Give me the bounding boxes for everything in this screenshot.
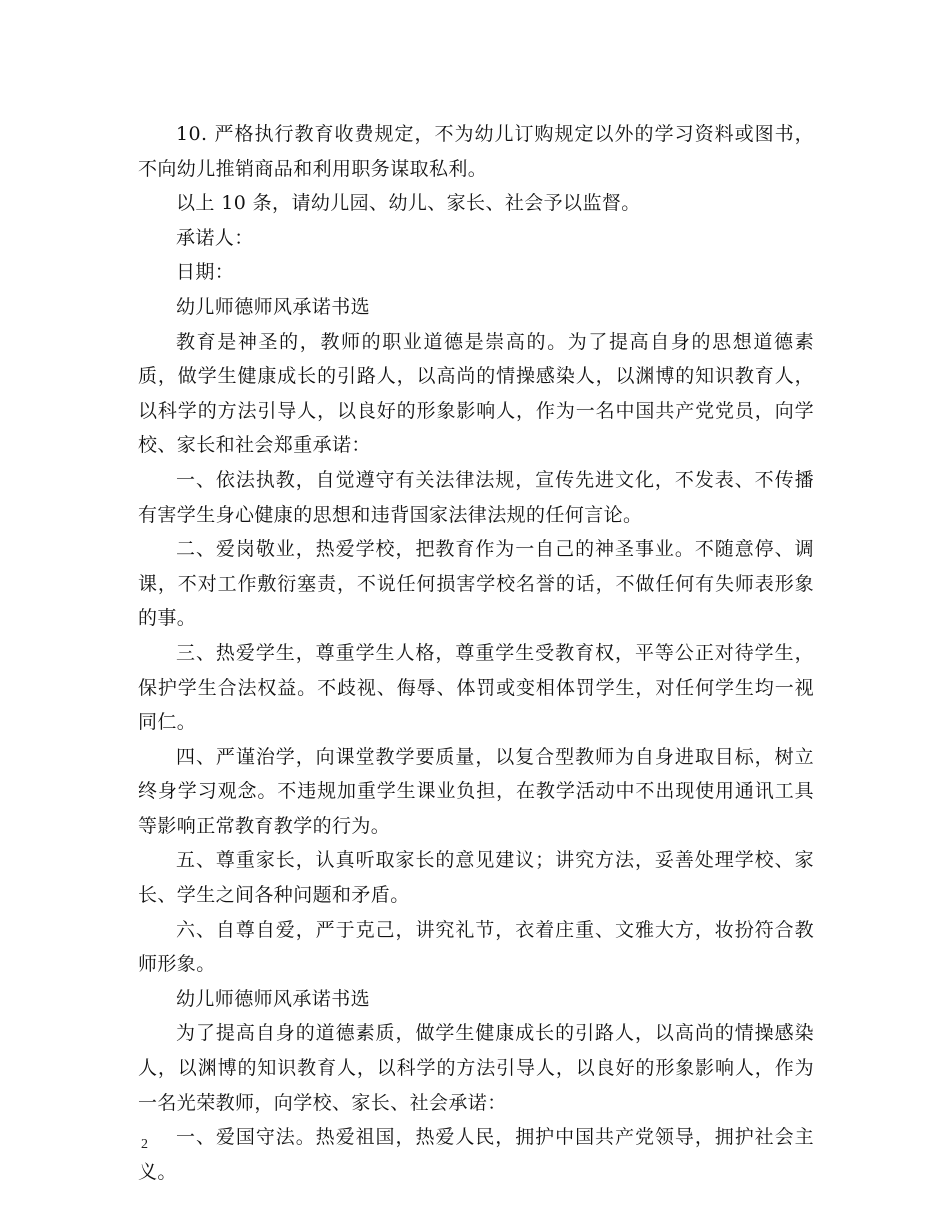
page-number: 2 bbox=[141, 1137, 148, 1152]
paragraph-item-4: 四、严谨治学，向课堂教学要质量，以复合型教师为自身进取目标，树立终身学习观念。不违规加重学生课业负担，在教学活动中不出现使用通讯工具等影响正常教育教学的行为。 bbox=[138, 745, 814, 837]
paragraph-item-6: 六、自尊自爱，严于克己，讲究礼节，衣着庄重、文雅大方，妆扮符合教师形象。 bbox=[138, 918, 814, 976]
document-body bbox=[138, 117, 814, 1189]
paragraph-fee-rule: 10. 严格执行教育收费规定，不为幼儿订购规定以外的学习资料或图书，不向幼儿推销商品和利用职务谋取私利。 bbox=[138, 123, 814, 180]
paragraph-item-1: 一、依法执教，自觉遵守有关法律法规，宣传先进文化，不发表、不传播有害学生身心健康的思想和违背国家法律法规的任何言论。 bbox=[138, 468, 814, 526]
paragraph-item-5: 五、尊重家长，认真听取家长的意见建议；讲究方法，妥善处理学校、家长、学生之间各种问题和矛盾。 bbox=[138, 849, 814, 907]
paragraph-item-2: 二、爱岗敬业，热爱学校，把教育作为一自己的神圣事业。不随意停、调课，不对工作敷衍塞责，不说任何损害学校名誉的话，不做任何有失师表形象的事。 bbox=[138, 538, 814, 630]
section-heading-1: 幼儿师德师风承诺书选 bbox=[176, 295, 371, 318]
paragraph-item-patriotism: 一、爱国守法。热爱祖国，热爱人民，拥护中国共产党领导，拥护社会主义。 bbox=[138, 1126, 814, 1183]
paragraph-intro-1: 教育是神圣的，教师的职业道德是崇高的。为了提高自身的思想道德素质，做学生健康成长的引路人，以高尚的情操感染人，以渊博的知识教育人，以科学的方法引导人，以良好的形象影响人，作为一名中国共产党党员，向学校、家长和社会郑重承诺： bbox=[138, 330, 814, 457]
paragraph-intro-2: 为了提高自身的道德素质，做学生健康成长的引路人，以高尚的情操感染人，以渊博的知识教育人，以科学的方法引导人，以良好的形象影响人，作为一名光荣教师，向学校、家长、社会承诺： bbox=[138, 1022, 814, 1114]
paragraph-supervision: 以上 10 条，请幼儿园、幼儿、家长、社会予以监督。 bbox=[176, 192, 641, 215]
paragraph-promisor: 承诺人： bbox=[176, 226, 254, 249]
paragraph-date: 日期： bbox=[176, 261, 235, 284]
section-heading-2: 幼儿师德师风承诺书选 bbox=[176, 987, 371, 1010]
paragraph-item-3: 三、热爱学生，尊重学生人格，尊重学生受教育权，平等公正对待学生，保护学生合法权益。不歧视、侮辱、体罚或变相体罚学生，对任何学生均一视同仁。 bbox=[138, 641, 814, 734]
